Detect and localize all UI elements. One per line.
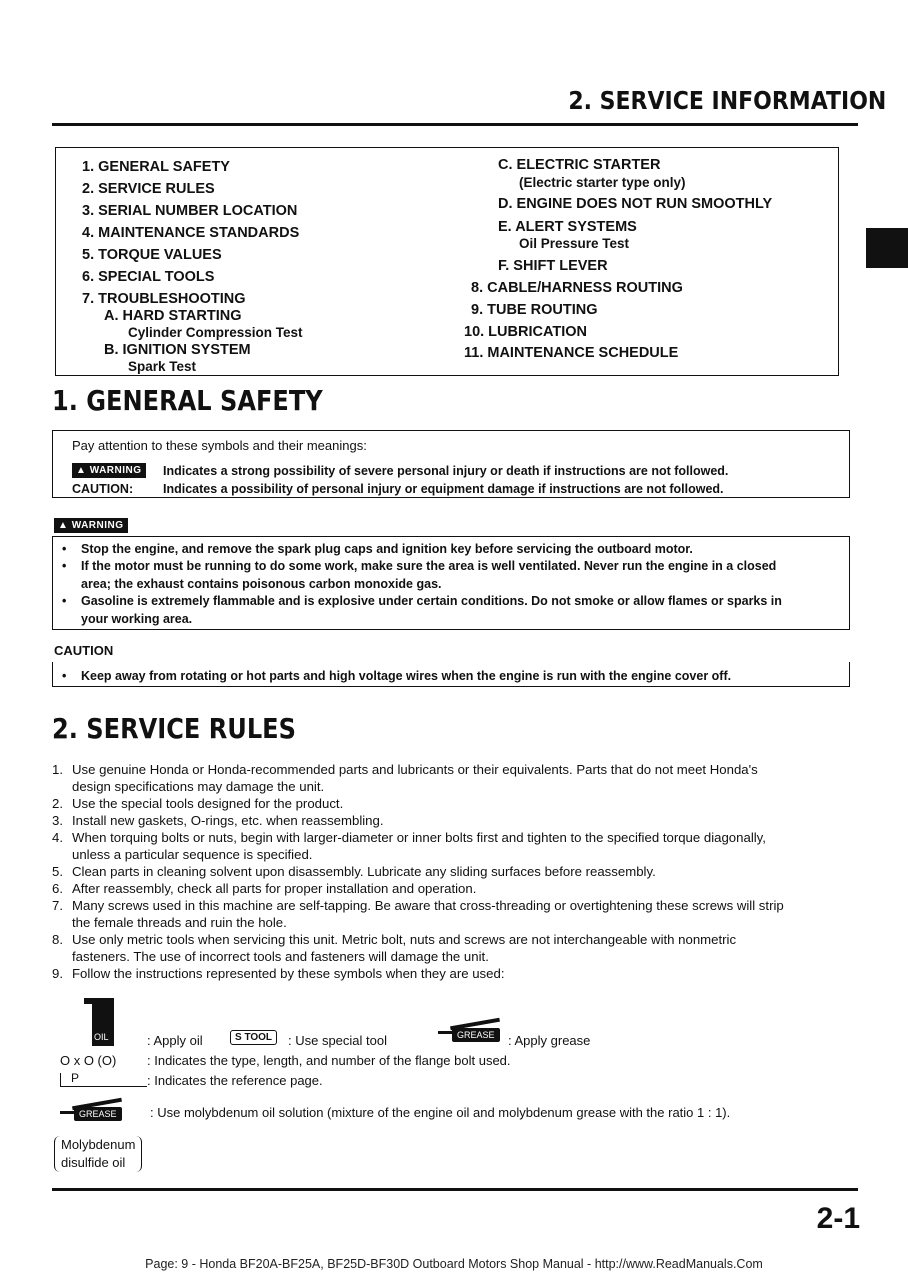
service-rule-text: design specifications may damage the unit. bbox=[72, 779, 325, 794]
service-rule-text: Use genuine Honda or Honda-recommended parts and lubricants or their equivalents. Parts that do not meet Honda's bbox=[72, 762, 758, 777]
service-rule-text: Clean parts in cleaning solvent upon disassembly. Lubricate any sliding surfaces before reassembly. bbox=[72, 864, 656, 879]
special-tool-text: : Use special tool bbox=[288, 1033, 387, 1048]
toc-subitem[interactable]: B. IGNITION SYSTEM bbox=[104, 342, 251, 358]
toc-subitem[interactable]: C. ELECTRIC STARTER bbox=[498, 157, 661, 173]
toc-subitem[interactable]: Oil Pressure Test bbox=[519, 236, 630, 251]
service-rule-line bbox=[52, 846, 852, 863]
service-rule-number: 2. bbox=[52, 796, 63, 811]
toc-subitem[interactable]: D. ENGINE DOES NOT RUN SMOOTHLY bbox=[498, 196, 773, 212]
flange-bolt-code: O x O (O) bbox=[60, 1053, 117, 1068]
section-tab-marker bbox=[866, 228, 908, 268]
apply-oil-text: : Apply oil bbox=[147, 1033, 203, 1048]
warning-item: Stop the engine, and remove the spark plug caps and ignition key before servicing the outboard motor. bbox=[81, 542, 693, 556]
moly-disulfide-label bbox=[54, 1136, 142, 1172]
service-rule-number: 4. bbox=[52, 830, 63, 845]
service-rule-line bbox=[52, 914, 852, 931]
bullet-icon: • bbox=[62, 669, 67, 683]
toc-item[interactable]: 3. SERIAL NUMBER LOCATION bbox=[82, 203, 298, 219]
flange-bolt-text: : Indicates the type, length, and number of the flange bolt used. bbox=[147, 1053, 511, 1068]
service-rule-text: unless a particular sequence is specified. bbox=[72, 847, 313, 862]
grease-gun-icon bbox=[438, 1018, 508, 1048]
warning-triangle-icon: ▲ bbox=[76, 465, 87, 476]
special-tool-icon: S TOOL bbox=[230, 1030, 277, 1045]
toc-item[interactable]: 1. GENERAL SAFETY bbox=[82, 159, 230, 175]
service-rule-number: 3. bbox=[52, 813, 63, 828]
toc-subitem[interactable]: Spark Test bbox=[128, 359, 197, 374]
service-rule-text: Use the special tools designed for the product. bbox=[72, 796, 344, 811]
service-rule-number: 1. bbox=[52, 762, 63, 777]
moly-line-2: disulfide oil bbox=[61, 1155, 126, 1170]
bullet-icon: • bbox=[62, 559, 67, 573]
service-rule-line bbox=[52, 829, 852, 846]
service-rule-line bbox=[52, 795, 852, 812]
grease-badge-label: GREASE bbox=[74, 1107, 122, 1121]
toc-item[interactable]: 6. SPECIAL TOOLS bbox=[82, 269, 215, 285]
service-rule-line bbox=[52, 897, 852, 914]
warning-badge-label: WARNING bbox=[89, 465, 142, 476]
caution-definition: Indicates a possibility of personal injury or equipment damage if instructions are not followed. bbox=[163, 482, 724, 496]
page-footer: Page: 9 - Honda BF20A-BF25A, BF25D-BF30D Outboard Motors Shop Manual - http://www.ReadManuals.Com bbox=[145, 1257, 763, 1271]
toc-item[interactable]: 10. LUBRICATION bbox=[464, 324, 587, 340]
warning-box-badge bbox=[54, 518, 128, 533]
service-rule-text: Install new gaskets, O-rings, etc. when reassembling. bbox=[72, 813, 384, 828]
warning-item-continued: area; the exhaust contains poisonous carbon monoxide gas. bbox=[81, 577, 442, 591]
page-number: 2-1 bbox=[816, 1202, 860, 1235]
caution-label: CAUTION: bbox=[72, 482, 134, 496]
service-rule-text: Use only metric tools when servicing this unit. Metric bolt, nuts and screws are not interchangeable with nonmetric bbox=[72, 932, 737, 947]
oil-can-label: OIL bbox=[94, 1032, 109, 1042]
service-rule-line bbox=[52, 812, 852, 829]
service-rule-line bbox=[52, 761, 852, 778]
section-heading-service-rules: 2. SERVICE RULES bbox=[52, 712, 296, 745]
service-rule-text: Many screws used in this machine are self-tapping. Be aware that cross-threading or overtightening these screws will strip bbox=[72, 898, 784, 913]
service-rule-text: Follow the instructions represented by these symbols when they are used: bbox=[72, 966, 505, 981]
service-rule-text: After reassembly, check all parts for proper installation and operation. bbox=[72, 881, 477, 896]
toc-subitem[interactable]: (Electric starter type only) bbox=[519, 175, 686, 190]
toc-item[interactable]: 4. MAINTENANCE STANDARDS bbox=[82, 225, 300, 241]
grease-gun-icon bbox=[60, 1097, 132, 1127]
service-rule-text: the female threads and ruin the hole. bbox=[72, 915, 287, 930]
moly-solution-text: : Use molybdenum oil solution (mixture of the engine oil and molybdenum grease with the ratio 1 : 1). bbox=[150, 1105, 731, 1120]
service-rule-line bbox=[52, 965, 852, 982]
warning-item: If the motor must be running to do some work, make sure the area is well ventilated. Never run the engine in a closed bbox=[81, 559, 777, 573]
toc-item[interactable]: 5. TORQUE VALUES bbox=[82, 247, 222, 263]
footer-rule bbox=[52, 1188, 858, 1191]
service-rule-text: When torquing bolts or nuts, begin with larger-diameter or inner bolts first and tighten to the specified torque diagonally, bbox=[72, 830, 766, 845]
service-rule-text: fasteners. The use of incorrect tools and fasteners will damage the unit. bbox=[72, 949, 489, 964]
warning-item: Gasoline is extremely flammable and is explosive under certain conditions. Do not smoke or allow flames or sparks in bbox=[81, 594, 782, 608]
warning-triangle-icon: ▲ bbox=[58, 520, 69, 531]
toc-subitem[interactable]: Cylinder Compression Test bbox=[128, 325, 303, 340]
moly-line-1: Molybdenum bbox=[61, 1137, 136, 1152]
header-rule bbox=[52, 123, 858, 126]
service-rule-line bbox=[52, 863, 852, 880]
warning-badge bbox=[72, 463, 146, 478]
page-title: 2. SERVICE INFORMATION bbox=[568, 86, 886, 115]
caution-heading: CAUTION bbox=[54, 643, 114, 658]
grease-badge-label: GREASE bbox=[452, 1028, 500, 1042]
bullet-icon: • bbox=[62, 594, 67, 608]
symbol-legend-intro: Pay attention to these symbols and their meanings: bbox=[72, 438, 367, 453]
service-rule-number: 6. bbox=[52, 881, 63, 896]
toc-item[interactable]: 11. MAINTENANCE SCHEDULE bbox=[464, 345, 679, 361]
service-rule-line bbox=[52, 931, 852, 948]
toc-item[interactable]: 8. CABLE/HARNESS ROUTING bbox=[471, 280, 683, 296]
service-rule-number: 9. bbox=[52, 966, 63, 981]
toc-subitem[interactable]: A. HARD STARTING bbox=[104, 308, 242, 324]
toc-item[interactable]: 2. SERVICE RULES bbox=[82, 181, 215, 197]
oil-can-icon bbox=[84, 998, 114, 1048]
caution-item: Keep away from rotating or hot parts and high voltage wires when the engine is run with the engine cover off. bbox=[81, 669, 732, 683]
warning-definition: Indicates a strong possibility of severe personal injury or death if instructions are not followed. bbox=[163, 464, 729, 478]
service-rule-number: 8. bbox=[52, 932, 63, 947]
bullet-icon: • bbox=[62, 542, 67, 556]
reference-page-text: : Indicates the reference page. bbox=[147, 1073, 323, 1088]
reference-page-icon: P bbox=[60, 1073, 147, 1087]
service-rule-line bbox=[52, 948, 852, 965]
service-rule-line bbox=[52, 880, 852, 897]
apply-grease-text: : Apply grease bbox=[508, 1033, 591, 1048]
warning-box-badge-label: WARNING bbox=[71, 520, 124, 531]
service-rule-number: 5. bbox=[52, 864, 63, 879]
toc-item[interactable]: 7. TROUBLESHOOTING bbox=[82, 291, 246, 307]
service-rule-number: 7. bbox=[52, 898, 63, 913]
section-heading-general-safety: 1. GENERAL SAFETY bbox=[52, 384, 323, 417]
toc-subitem[interactable]: E. ALERT SYSTEMS bbox=[498, 219, 637, 235]
toc-subitem[interactable]: F. SHIFT LEVER bbox=[498, 258, 608, 274]
service-rules-list bbox=[52, 761, 852, 982]
warning-item-continued: your working area. bbox=[81, 612, 193, 626]
service-rule-line bbox=[52, 778, 852, 795]
toc-item[interactable]: 9. TUBE ROUTING bbox=[471, 302, 598, 318]
